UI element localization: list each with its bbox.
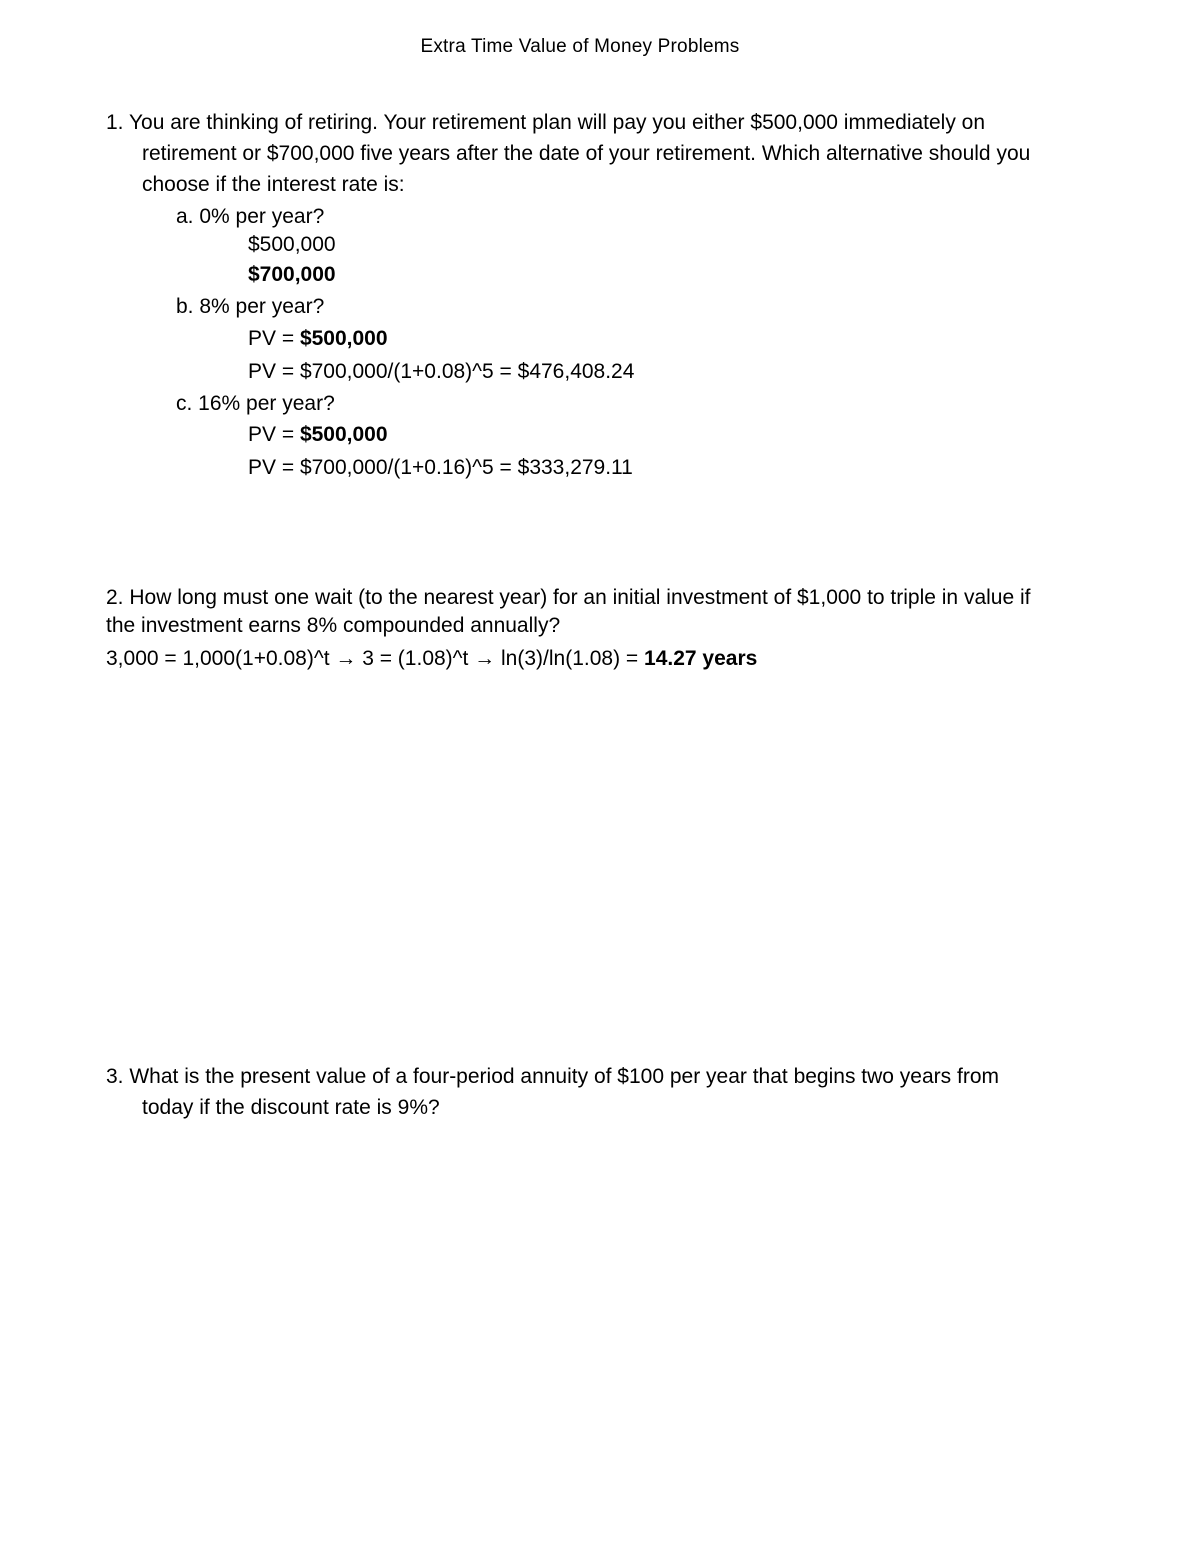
- q1c-pv-1-prefix: PV =: [248, 423, 300, 446]
- q3-line-1: 3. What is the present value of a four-period annuity of $100 per year that begins two years from: [106, 1065, 999, 1088]
- q2-work: [106, 648, 757, 669]
- q1-line-1: 1. You are thinking of retiring. Your retirement plan will pay you either $500,000 immediately on: [106, 111, 986, 134]
- q1-line-2: retirement or $700,000 five years after the date of your retirement. Which alternative should you: [142, 142, 1031, 165]
- q2-line-2: the investment earns 8% compounded annually?: [106, 614, 561, 637]
- document-title: Extra Time Value of Money Problems: [420, 36, 740, 57]
- q1b-pv-1-value: $500,000: [299, 327, 388, 350]
- q1b-label: b. 8% per year?: [176, 295, 325, 318]
- q1c-pv-1-value: $500,000: [299, 423, 388, 446]
- q3-line-2: today if the discount rate is 9%?: [142, 1096, 440, 1119]
- q1c-pv-2: PV = $700,000/(1+0.16)^5 = $333,279.11: [248, 456, 633, 479]
- q1a-answer-2: $700,000: [248, 263, 336, 286]
- q2-work-answer: 14.27 years: [644, 647, 758, 670]
- q1a-answer-1: $500,000: [248, 233, 336, 256]
- q1c-pv-1: [248, 424, 388, 445]
- q1b-pv-2: PV = $700,000/(1+0.08)^5 = $476,408.24: [248, 360, 635, 383]
- q1b-pv-1: [248, 328, 388, 349]
- q1b-pv-1-prefix: PV =: [248, 327, 300, 350]
- q1c-label: c. 16% per year?: [176, 392, 335, 415]
- q2-line-1: 2. How long must one wait (to the nearest year) for an initial investment of $1,000 to triple in value if: [106, 586, 1031, 609]
- q2-work-prefix: 3,000 = 1,000(1+0.08)^t → 3 = (1.08)^t → ln(3)/ln(1.08) =: [106, 647, 645, 670]
- q1a-label: a. 0% per year?: [176, 205, 325, 228]
- q1-line-3: choose if the interest rate is:: [142, 173, 405, 196]
